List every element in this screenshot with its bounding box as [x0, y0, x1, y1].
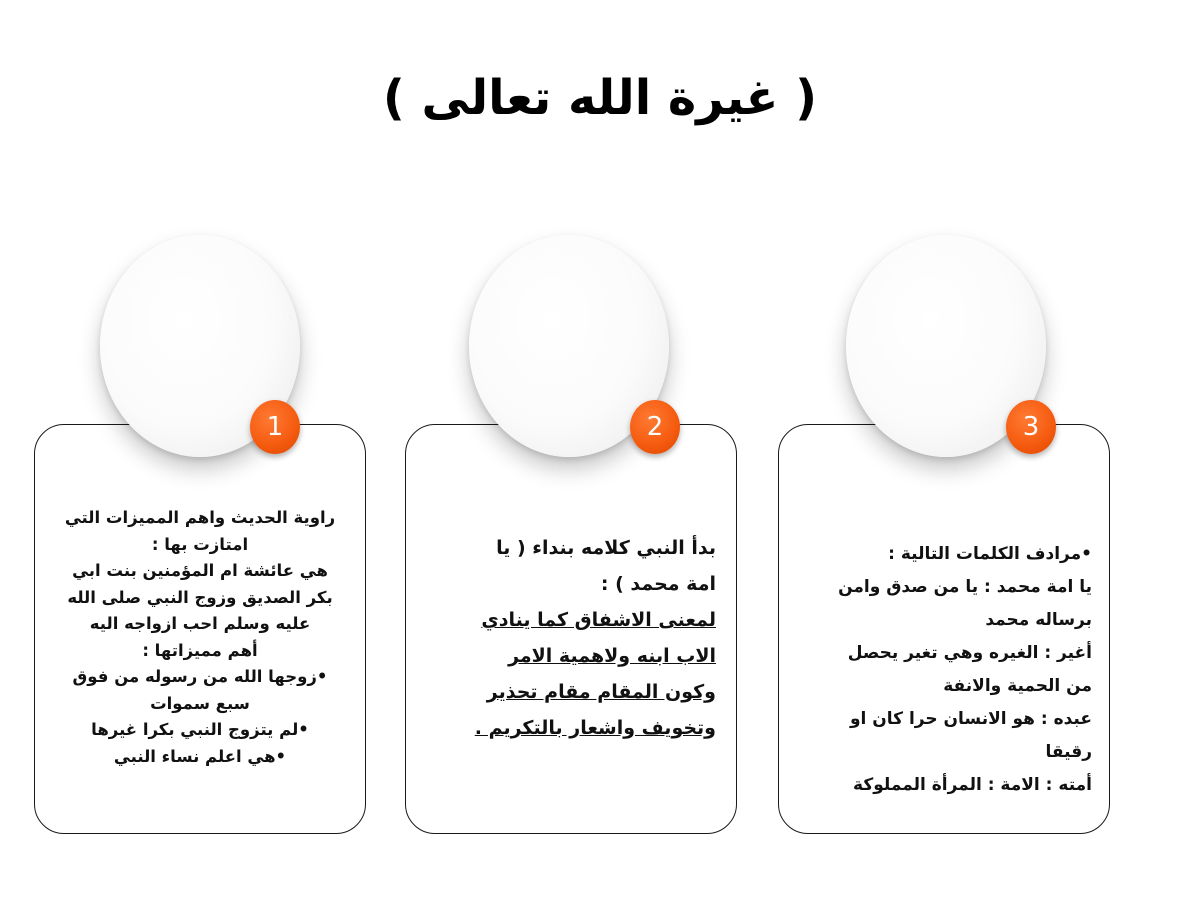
card-3-line: برساله محمد	[985, 610, 1092, 630]
card-3-line: من الحمية والانفة	[943, 676, 1092, 696]
card-2-line: امة محمد ) :	[600, 573, 716, 595]
card-1-line: عليه وسلم احب ازواجه اليه	[89, 614, 311, 633]
card-3-line: أمته : الامة : المرأة المملوكة	[853, 775, 1092, 795]
page-title: ( غيرة الله تعالى )	[382, 70, 818, 126]
card-3-line: •مرادف الكلمات التالية :	[888, 544, 1092, 564]
card-1-line: بكر الصديق وزوج النبي صلى الله	[67, 587, 333, 607]
card-1-line: •هي اعلم نساء النبي	[113, 746, 287, 766]
card-2-line-underlined: لمعنى الاشفاق كما ينادي	[481, 609, 716, 631]
card-1-line: امتازت بها :	[151, 534, 249, 554]
card-3-line: يا امة محمد : يا من صدق وامن	[838, 577, 1092, 597]
card-2-text	[420, 530, 716, 746]
number-badge-2: 2	[630, 400, 680, 454]
card-1-text	[44, 505, 356, 770]
card-1-line: هي عائشة ام المؤمنين بنت ابي	[72, 561, 328, 580]
number-badge-3: 3	[1006, 400, 1056, 454]
card-3-line: عبده : هو الانسان حرا كان او	[849, 709, 1092, 729]
card-2-line-underlined: وكون المقام مقام تحذير	[486, 681, 716, 703]
card-1-line: راوية الحديث واهم المميزات التي	[64, 508, 336, 527]
card-2-line-underlined: الاب ابنه ولاهمية الامر	[508, 645, 716, 667]
card-3-text	[786, 538, 1092, 802]
card-1-line: سبع سموات	[150, 693, 250, 713]
card-1-line: أهم مميزاتها :	[142, 640, 258, 660]
card-1-line: •زوجها الله من رسوله من فوق	[72, 667, 328, 686]
card-1-line: •لم يتزوج النبي بكرا غيرها	[91, 720, 309, 739]
card-3-line: أغير : الغيره وهي تغير يحصل	[847, 643, 1092, 663]
number-badge-1: 1	[250, 400, 300, 454]
card-2-line: بدأ النبي كلامه بنداء ( يا	[496, 537, 716, 559]
card-2-line-underlined: وتخويف واشعار بالتكريم .	[474, 717, 716, 739]
card-3-line: رقيقا	[1045, 742, 1092, 762]
